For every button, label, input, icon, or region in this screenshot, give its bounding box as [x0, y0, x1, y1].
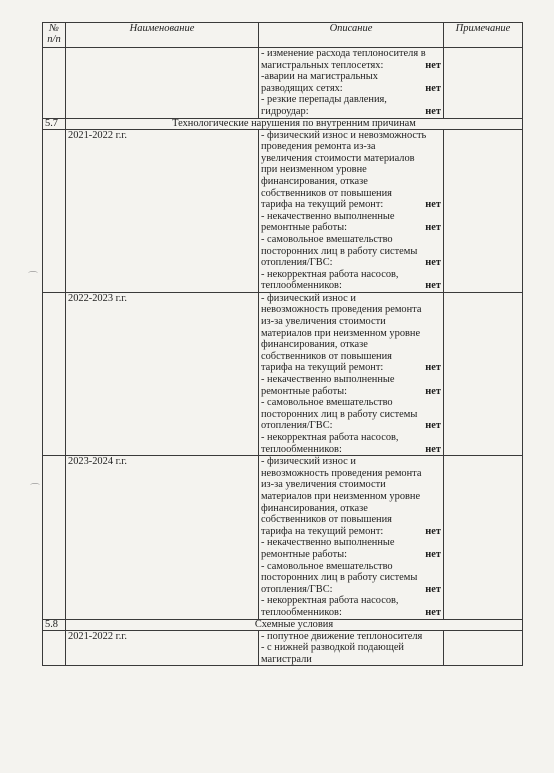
- description-text: - некорректная работа насосов,: [261, 595, 399, 607]
- status-value: нет: [425, 59, 441, 71]
- status-value: нет: [425, 280, 441, 292]
- description-line: [261, 456, 441, 468]
- description-text: разводящих сетях:: [261, 82, 343, 94]
- status-value: нет: [425, 420, 441, 432]
- description-text: - некорректная работа насосов,: [261, 432, 399, 443]
- description-line: [261, 654, 441, 666]
- section-title: Технологические нарушения по внутренним причинам: [66, 118, 523, 129]
- description-text: теплообменников:: [261, 606, 342, 618]
- header-description: Описание: [259, 23, 444, 48]
- description-text: отопления/ГВС:: [261, 257, 333, 269]
- description-text: -аварии на магистральных: [261, 71, 378, 83]
- description-line: [261, 269, 441, 281]
- description-line: [261, 328, 441, 340]
- table-row: [43, 292, 523, 455]
- description-text: проведения ремонта из-за: [261, 141, 376, 153]
- status-value: нет: [425, 443, 441, 455]
- description-text: посторонних лиц в работу системы: [261, 572, 418, 584]
- table-header-row: [43, 23, 523, 48]
- description-line: [261, 48, 441, 60]
- description-text: - изменение расхода теплоносителя в: [261, 48, 426, 59]
- description-text: при неизменном уровне: [261, 164, 367, 176]
- description-line: [261, 374, 441, 386]
- description-cell: [259, 630, 444, 666]
- header-num: № п/п: [43, 23, 66, 48]
- description-cell: [259, 456, 444, 619]
- table-row: [43, 48, 523, 119]
- status-value: нет: [425, 222, 441, 234]
- description-text: собственников от повышения: [261, 514, 392, 526]
- description-text: тарифа на текущий ремонт:: [261, 525, 384, 537]
- num-cell: [43, 48, 66, 119]
- description-text: материалов при неизменном уровне: [261, 327, 421, 339]
- note-cell: [444, 456, 523, 619]
- description-text: - самовольное вмешательство: [261, 560, 393, 572]
- description-line: [261, 106, 441, 118]
- description-text: ремонтные работы:: [261, 222, 347, 234]
- description-line: [261, 491, 441, 503]
- description-text: - физический износ и невозможность: [261, 129, 427, 141]
- description-line: [261, 432, 441, 444]
- description-line: [261, 503, 441, 515]
- status-value: нет: [425, 199, 441, 211]
- description-line: [261, 386, 441, 398]
- description-text: - самовольное вмешательство: [261, 397, 393, 409]
- description-line: [261, 362, 441, 374]
- note-cell: [444, 292, 523, 455]
- table-row: [43, 129, 523, 292]
- description-text: материалов при неизменном уровне: [261, 490, 421, 502]
- period-label: 2021-2022 г.г.: [66, 630, 259, 666]
- description-line: [261, 537, 441, 549]
- description-cell: [259, 129, 444, 292]
- num-cell: [43, 129, 66, 292]
- period-label: 2023-2024 г.г.: [66, 456, 259, 619]
- description-text: - физический износ и: [261, 292, 356, 304]
- description-line: [261, 642, 441, 654]
- description-text: из-за увеличения стоимости: [261, 316, 386, 328]
- description-line: [261, 246, 441, 258]
- description-text: ремонтные работы:: [261, 385, 347, 397]
- description-text: собственников от повышения: [261, 187, 392, 199]
- description-line: [261, 351, 441, 363]
- description-line: [261, 420, 441, 432]
- scan-mark: ⌒: [28, 272, 38, 283]
- description-line: [261, 339, 441, 351]
- note-cell: [444, 630, 523, 666]
- description-line: [261, 130, 441, 142]
- description-line: [261, 444, 441, 456]
- status-value: нет: [425, 583, 441, 595]
- description-line: [261, 164, 441, 176]
- data-table: [42, 22, 523, 666]
- description-text: теплообменников:: [261, 443, 342, 455]
- description-text: финансирования, отказе: [261, 339, 368, 351]
- description-line: [261, 188, 441, 200]
- description-line: [261, 595, 441, 607]
- description-line: [261, 94, 441, 106]
- description-text: магистральных теплосетях:: [261, 59, 384, 71]
- description-line: [261, 234, 441, 246]
- description-line: [261, 199, 441, 211]
- name-cell: [66, 48, 259, 119]
- description-text: - некачественно выполненные: [261, 537, 395, 549]
- description-text: увеличения стоимости материалов: [261, 152, 415, 164]
- description-line: [261, 211, 441, 223]
- description-cell: [259, 48, 444, 119]
- description-text: финансирования, отказе: [261, 502, 368, 514]
- description-line: [261, 280, 441, 292]
- description-text: посторонних лиц в работу системы: [261, 408, 418, 420]
- table-row: [43, 456, 523, 619]
- description-line: [261, 222, 441, 234]
- section-number: 5.7: [43, 118, 66, 129]
- description-line: [261, 83, 441, 95]
- description-line: [261, 153, 441, 165]
- description-text: отопления/ГВС:: [261, 420, 333, 432]
- scan-mark: ⌒: [30, 484, 40, 495]
- description-line: [261, 409, 441, 421]
- status-value: нет: [425, 385, 441, 397]
- description-line: [261, 316, 441, 328]
- description-line: [261, 293, 441, 305]
- period-label: 2021-2022 г.г.: [66, 129, 259, 292]
- status-value: нет: [425, 82, 441, 94]
- description-cell: [259, 292, 444, 455]
- section-row: [43, 118, 523, 129]
- status-value: нет: [425, 257, 441, 269]
- description-text: собственников от повышения: [261, 350, 392, 362]
- description-line: [261, 631, 441, 643]
- status-value: нет: [425, 105, 441, 117]
- num-cell: [43, 456, 66, 619]
- description-text: - с нижней разводкой подающей: [261, 642, 404, 654]
- description-line: [261, 257, 441, 269]
- section-row: [43, 619, 523, 630]
- status-value: нет: [425, 606, 441, 618]
- section-title: Схемные условия: [66, 619, 523, 630]
- header-name: Наименование: [66, 23, 259, 48]
- description-text: теплообменников:: [261, 280, 342, 292]
- description-text: - самовольное вмешательство: [261, 233, 393, 245]
- period-label: 2022-2023 г.г.: [66, 292, 259, 455]
- description-text: - некачественно выполненные: [261, 374, 395, 386]
- description-line: [261, 468, 441, 480]
- description-line: [261, 561, 441, 573]
- description-line: [261, 607, 441, 619]
- description-text: гидроудар:: [261, 105, 309, 117]
- description-text: отопления/ГВС:: [261, 583, 333, 595]
- description-text: финансирования, отказе: [261, 175, 368, 187]
- description-line: [261, 584, 441, 596]
- description-text: - попутное движение теплоносителя: [261, 630, 423, 642]
- description-text: посторонних лиц в работу системы: [261, 245, 418, 257]
- status-value: нет: [425, 362, 441, 374]
- description-line: [261, 514, 441, 526]
- description-text: магистрали: [261, 653, 312, 665]
- description-line: [261, 397, 441, 409]
- description-line: [261, 304, 441, 316]
- description-text: невозможность проведения ремонта: [261, 304, 422, 316]
- table-row: [43, 630, 523, 666]
- description-line: [261, 549, 441, 561]
- note-cell: [444, 129, 523, 292]
- num-cell: [43, 630, 66, 666]
- description-line: [261, 141, 441, 153]
- description-line: [261, 526, 441, 538]
- description-text: тарифа на текущий ремонт:: [261, 199, 384, 211]
- description-line: [261, 176, 441, 188]
- description-line: [261, 479, 441, 491]
- status-value: нет: [425, 548, 441, 560]
- section-number: 5.8: [43, 619, 66, 630]
- description-text: - некачественно выполненные: [261, 210, 395, 222]
- description-text: тарифа на текущий ремонт:: [261, 362, 384, 374]
- description-text: - резкие перепады давления,: [261, 94, 387, 106]
- description-text: - физический износ и: [261, 456, 356, 468]
- description-text: ремонтные работы:: [261, 548, 347, 560]
- description-line: [261, 60, 441, 72]
- description-text: невозможность проведения ремонта: [261, 467, 422, 479]
- description-text: - некорректная работа насосов,: [261, 268, 399, 280]
- header-note: Примечание: [444, 23, 523, 48]
- note-cell: [444, 48, 523, 119]
- description-line: [261, 572, 441, 584]
- status-value: нет: [425, 525, 441, 537]
- description-line: [261, 71, 441, 83]
- description-text: из-за увеличения стоимости: [261, 479, 386, 491]
- num-cell: [43, 292, 66, 455]
